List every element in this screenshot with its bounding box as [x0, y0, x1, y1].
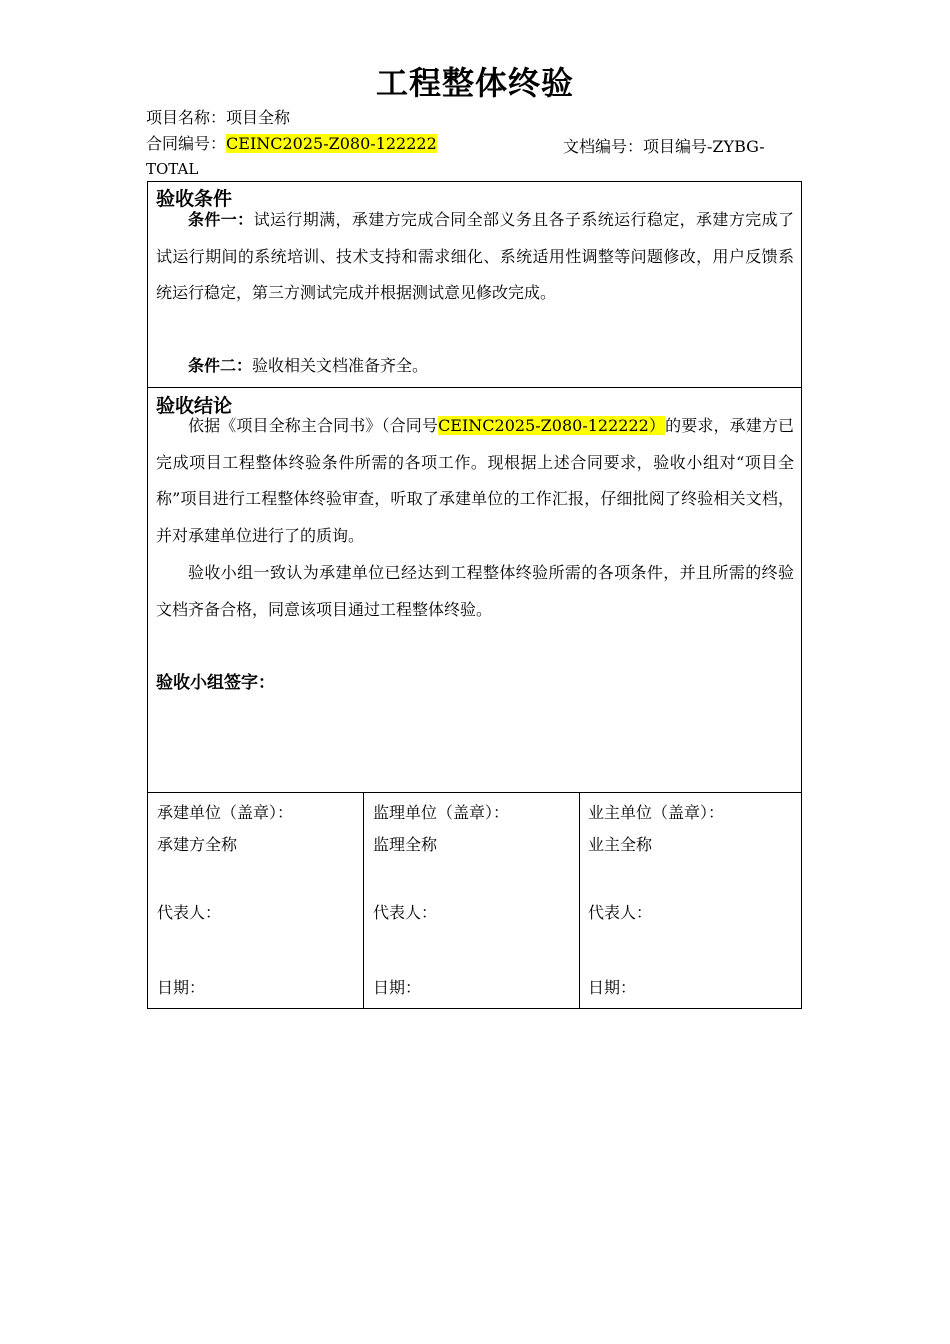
conclusion-paragraph-1: [156, 408, 794, 554]
document-title: 工程整体终验: [375, 64, 574, 102]
owner-unit-name: 业主全称: [588, 835, 653, 854]
contractor-unit-name: 承建方全称: [157, 835, 238, 854]
contract-no-line: [146, 134, 437, 154]
conditions-heading: 验收条件: [156, 188, 233, 210]
condition-one: [156, 202, 794, 312]
section-divider: [148, 387, 801, 388]
doc-no-label: 文档编号：: [563, 137, 644, 156]
acceptance-table: [147, 181, 802, 1009]
signature-divider: [148, 792, 801, 793]
owner-unit-label: 业主单位（盖章）：: [588, 803, 725, 822]
supervisor-date-label: 日期：: [373, 978, 422, 997]
contract-no-value: CEINC2025-Z080-122222: [226, 134, 437, 153]
condition-two: [156, 348, 794, 385]
contractor-rep-label: 代表人：: [157, 903, 222, 922]
project-name-label: 项目名称：: [146, 108, 227, 127]
sign-label: 验收小组签字：: [156, 673, 275, 693]
conclusion-heading: 验收结论: [156, 395, 233, 417]
contractor-unit-label: 承建单位（盖章）：: [157, 803, 294, 822]
supervisor-unit-name: 监理全称: [373, 835, 438, 854]
condition-one-text: 试运行期满，承建方完成合同全部义务且各子系统运行稳定，承建方完成了试运行期间的系统培训、技术支持和需求细化、系统适用性调整等问题修改，用户反馈系统运行稳定，第三方测试完成并根据测试意见修改完成。: [156, 210, 794, 302]
contract-no-label: 合同编号：: [146, 134, 227, 153]
conclusion-p1-before: 依据《项目全称主合同书》（合同号: [188, 416, 439, 435]
doc-no-line: [563, 134, 765, 157]
owner-date-label: 日期：: [588, 978, 637, 997]
column-divider-1: [363, 792, 364, 1009]
condition-two-text: 验收相关文档准备齐全。: [252, 356, 429, 375]
conclusion-p1-after: 的要求，承建方已完成项目工程整体终验条件所需的各项工作。现根据上述合同要求，验收小组对“项目全称”项目进行工程整体终验审查，听取了承建单位的工作汇报，仔细批阅了终验相关文档，并对承建单位进行了的质询。: [156, 416, 794, 545]
contractor-date-label: 日期：: [157, 978, 206, 997]
doc-no-value-cont: TOTAL: [146, 160, 199, 178]
doc-no-value: 项目编号-ZYBG-: [643, 137, 765, 156]
supervisor-rep-label: 代表人：: [373, 903, 438, 922]
column-divider-2: [579, 792, 580, 1009]
conclusion-contract-no: CEINC2025-Z080-122222）: [438, 416, 666, 435]
condition-two-label: 条件二：: [188, 356, 253, 375]
condition-one-label: 条件一：: [188, 210, 254, 229]
supervisor-unit-label: 监理单位（盖章）：: [373, 803, 510, 822]
project-name-line: [146, 108, 290, 128]
conclusion-paragraph-2: 验收小组一致认为承建单位已经达到工程整体终验所需的各项条件，并且所需的终验文档齐备合格，同意该项目通过工程整体终验。: [156, 563, 794, 619]
project-name-value: 项目全称: [226, 108, 291, 127]
owner-rep-label: 代表人：: [588, 903, 653, 922]
